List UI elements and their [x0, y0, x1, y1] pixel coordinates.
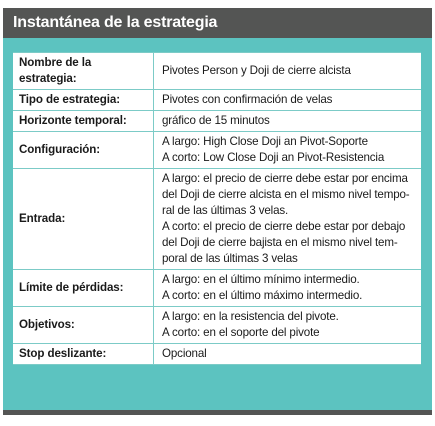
table-row: [13, 132, 421, 169]
row-value-line: Pivotes Person y Doji de cierre alcista: [162, 64, 351, 77]
table-row: [13, 270, 421, 307]
row-label: Nombre de la estrategia:: [13, 53, 154, 90]
row-value-line: A corto: Low Close Doji an Pivot-Resistencia: [162, 151, 385, 164]
card-title: Instantánea de la estrategia: [3, 8, 432, 38]
row-value-line: A corto: el precio de cierre debe estar por debajo: [162, 220, 406, 233]
row-value: [154, 307, 422, 344]
row-value-line: ral de las últimas 3 velas.: [162, 204, 289, 217]
strategy-table: [13, 52, 421, 365]
row-value-line: gráfico de 15 minutos: [162, 114, 270, 127]
row-label: Stop deslizante:: [13, 344, 154, 365]
row-value-line: Opcional: [162, 347, 207, 360]
table-row: [13, 169, 421, 270]
row-value-line: A largo: High Close Doji an Pivot-Soporte: [162, 135, 368, 148]
row-value: [154, 344, 422, 365]
row-value: [154, 53, 422, 90]
row-value-line: A corto: en el soporte del pivote: [162, 326, 320, 339]
table-row: [13, 53, 421, 90]
row-value: [154, 90, 422, 111]
row-label: Entrada:: [13, 169, 154, 270]
row-label: Límite de pérdidas:: [13, 270, 154, 307]
bottom-bar: [3, 410, 432, 415]
row-value-line: del Doji de cierre bajista en el mismo nivel tem-: [162, 236, 398, 249]
row-value-line: del Doji de cierre alcista en el mismo nivel tempo-: [162, 188, 410, 201]
row-value-line: poral de las últimas 3 velas: [162, 252, 298, 265]
row-value-line: A largo: en la resistencia del pivote.: [162, 310, 339, 323]
row-value-line: A largo: el precio de cierre debe estar por encima: [162, 172, 408, 185]
row-value-line: A corto: en el último máximo intermedio.: [162, 289, 363, 302]
row-label: Configuración:: [13, 132, 154, 169]
card-body: [3, 38, 432, 410]
table-row: [13, 111, 421, 132]
row-value: [154, 132, 422, 169]
row-value-line: Pivotes con confirmación de velas: [162, 93, 333, 106]
table-row: [13, 307, 421, 344]
table-row: [13, 344, 421, 365]
row-label: Tipo de estrategia:: [13, 90, 154, 111]
row-value-line: A largo: en el último mínimo intermedio.: [162, 273, 360, 286]
row-label: Objetivos:: [13, 307, 154, 344]
row-label: Horizonte temporal:: [13, 111, 154, 132]
row-value: [154, 111, 422, 132]
table-row: [13, 90, 421, 111]
row-value: [154, 270, 422, 307]
row-value: [154, 169, 422, 270]
